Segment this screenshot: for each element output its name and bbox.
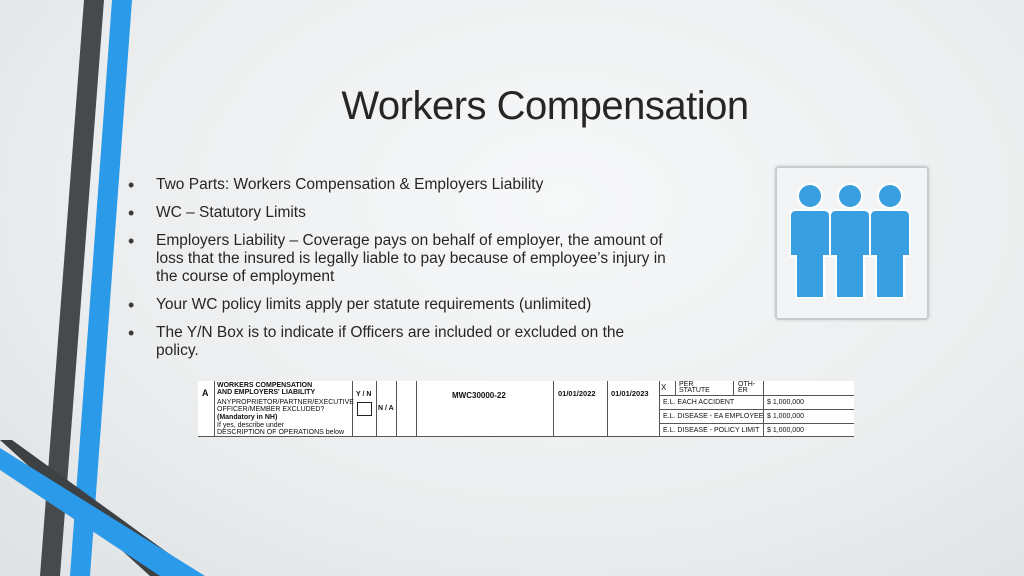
form-divider (675, 381, 676, 395)
form-divider (416, 381, 417, 437)
form-divider (659, 409, 854, 410)
people-icon (777, 168, 927, 318)
bullet-dot: • (128, 323, 135, 343)
coverage-type-line1: WORKERS COMPENSATION (217, 382, 313, 389)
bullet-list (128, 176, 668, 370)
bullet-text: WC – Statutory Limits (156, 204, 306, 221)
coi-workers-comp-row (198, 381, 854, 437)
proprietor-question-line2: OFFICER/MEMBER EXCLUDED? (217, 406, 325, 413)
form-divider (396, 381, 397, 437)
bullet-text: Two Parts: Workers Compensation & Employers Liability (156, 176, 544, 193)
describe-note-line2: DESCRIPTION OF OPERATIONS below (217, 429, 345, 436)
form-divider (553, 381, 554, 437)
form-divider (607, 381, 608, 437)
bullet-text: Your WC policy limits apply per statute requirements (unlimited) (156, 296, 592, 313)
other-line1: OTH- (738, 381, 756, 388)
form-divider (214, 381, 215, 437)
bullet-dot: • (128, 295, 135, 315)
bullet-item (128, 296, 668, 314)
mandatory-note: (Mandatory in NH) (217, 414, 278, 421)
yn-label: Y / N (356, 391, 372, 398)
form-divider (376, 381, 377, 437)
stripe-blue-bottom (0, 448, 205, 576)
coverage-type-line2: AND EMPLOYERS' LIABILITY (217, 389, 316, 396)
bullet-item (128, 324, 668, 360)
limit-value: $ 1,000,000 (767, 427, 804, 434)
policy-effective-date: 01/01/2022 (558, 389, 596, 398)
per-statute-line1: PER (679, 381, 694, 388)
describe-note-line1: If yes, describe under (217, 422, 284, 429)
per-statute-mark: X (661, 383, 667, 392)
form-divider (659, 395, 854, 396)
bullet-text: Employers Liability – Coverage pays on behalf of employer, the amount of loss that the insured is legally liable to pay because of employee’s injury in the course of employment (156, 232, 666, 285)
bullet-dot: • (128, 203, 135, 223)
bullet-item (128, 176, 668, 194)
na-label: N / A (378, 405, 394, 412)
form-divider (352, 381, 353, 437)
bullet-dot: • (128, 231, 135, 251)
limit-value: $ 1,000,000 (767, 399, 804, 406)
bullet-dot: • (128, 175, 135, 195)
bullet-item (128, 232, 668, 286)
insr-ltr: A (202, 388, 209, 398)
limit-label: E.L. EACH ACCIDENT (663, 399, 735, 406)
form-divider (733, 381, 734, 395)
form-divider (659, 423, 854, 424)
per-statute-line2: STATUTE (679, 387, 710, 394)
limit-label: E.L. DISEASE - POLICY LIMIT (663, 427, 760, 434)
bullet-item (128, 204, 668, 222)
proprietor-question-line1: ANYPROPRIETOR/PARTNER/EXECUTIVE (217, 399, 354, 406)
policy-expiration-date: 01/01/2023 (611, 389, 649, 398)
officers-excluded-checkbox[interactable] (357, 402, 372, 416)
bullet-text: The Y/N Box is to indicate if Officers are included or excluded on the policy. (156, 324, 625, 359)
limit-value: $ 1,000,000 (767, 413, 804, 420)
other-line2: ER (738, 387, 748, 394)
limit-label: E.L. DISEASE - EA EMPLOYEE (663, 413, 764, 420)
people-icon-box (775, 166, 929, 320)
policy-number: MWC30000-22 (452, 391, 506, 400)
slide-title: Workers Compensation (341, 84, 749, 128)
